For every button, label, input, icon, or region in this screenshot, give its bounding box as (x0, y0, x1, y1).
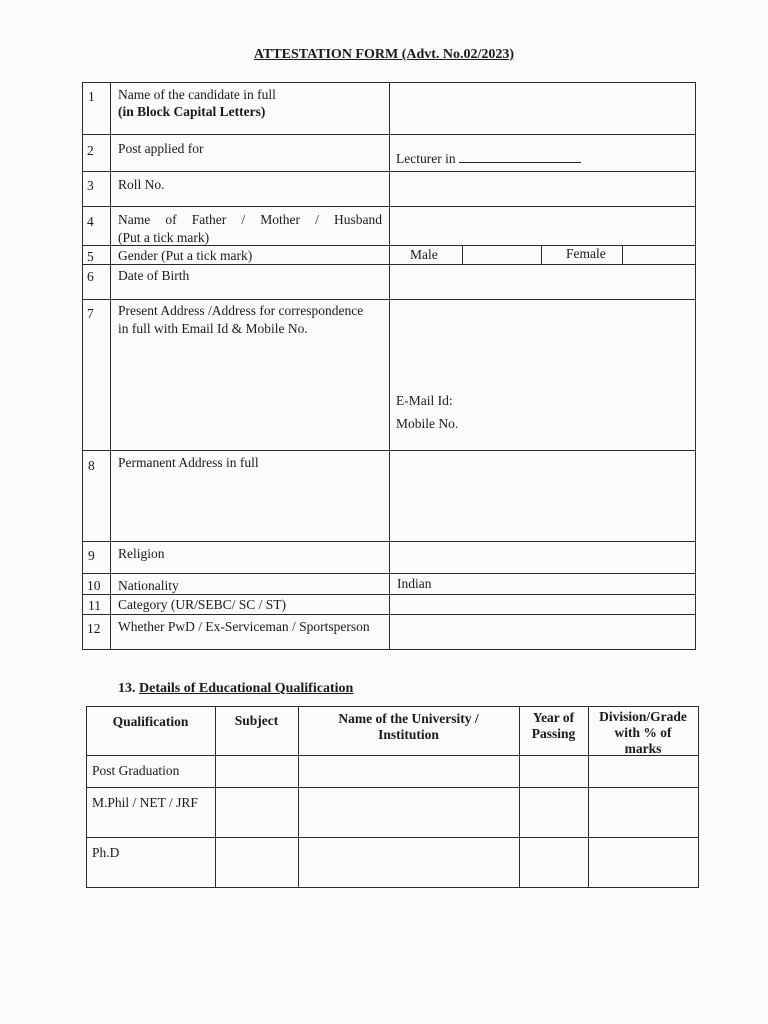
gender-option-male: Male (410, 247, 438, 262)
parent-label-note: (Put a tick mark) (118, 230, 210, 245)
table-border (86, 706, 87, 888)
header-year: Year of (532, 710, 575, 725)
education-row-label: Ph.D (92, 845, 120, 860)
present-address-label: Present Address /Address for correspondence (118, 303, 364, 318)
row-number: 12 (87, 621, 101, 636)
row-number: 8 (88, 458, 95, 473)
row-number: 1 (88, 89, 95, 104)
nationality-value[interactable]: Indian (397, 576, 432, 591)
header-qualification: Qualification (112, 714, 189, 729)
header-division: Division/Grade (599, 709, 687, 724)
row-number: 2 (87, 143, 94, 158)
religion-label: Religion (118, 546, 165, 561)
present-address-label-cont: in full with Email Id & Mobile No. (118, 321, 308, 336)
section-title: Details of Educational Qualification (139, 681, 354, 696)
lecturer-in-label: Lecturer in (396, 151, 456, 166)
row-number: 7 (87, 306, 94, 321)
education-row-label: M.Phil / NET / JRF (92, 795, 198, 810)
row-number: 4 (87, 214, 94, 229)
table-border (86, 887, 699, 888)
parent-label: Name of Father / Mother / Husband (118, 212, 382, 227)
name-label-note: (in Block Capital Letters) (118, 104, 266, 119)
page-title: ATTESTATION FORM (Advt. No.02/2023) (253, 47, 515, 62)
row-number: 6 (87, 269, 94, 284)
header-university: Name of the University / (338, 711, 479, 726)
header-subject: Subject (234, 713, 279, 728)
section-number: 13. (118, 681, 136, 696)
table-border (698, 706, 699, 888)
education-row-label: Post Graduation (92, 763, 180, 778)
header-university-cont: Institution (378, 727, 439, 742)
row-divider (86, 837, 699, 838)
name-label: Name of the candidate in full (118, 87, 276, 102)
mobile-label: Mobile No. (396, 416, 459, 431)
header-division-cont2: marks (624, 741, 662, 756)
permanent-address-label: Permanent Address in full (118, 455, 259, 470)
row-number: 11 (88, 598, 101, 613)
category-label: Category (UR/SEBC/ SC / ST) (118, 597, 287, 612)
header-division-cont: with % of (614, 725, 672, 740)
row-number: 9 (88, 548, 95, 563)
table-border (86, 706, 699, 707)
email-label: E-Mail Id: (396, 393, 453, 408)
row-divider (86, 787, 699, 788)
nationality-label: Nationality (118, 578, 179, 593)
post-label: Post applied for (118, 141, 204, 156)
row-number: 5 (87, 249, 94, 264)
roll-no-label: Roll No. (118, 177, 165, 192)
row-number: 3 (87, 178, 94, 193)
header-year-cont: Passing (531, 726, 576, 741)
row-number: 10 (87, 578, 101, 593)
pwd-label: Whether PwD / Ex-Serviceman / Sportsperson (118, 619, 370, 634)
gender-label: Gender (Put a tick mark) (118, 248, 253, 263)
column-divider (215, 706, 216, 888)
dob-label: Date of Birth (118, 268, 190, 283)
gender-option-female: Female (566, 246, 606, 261)
